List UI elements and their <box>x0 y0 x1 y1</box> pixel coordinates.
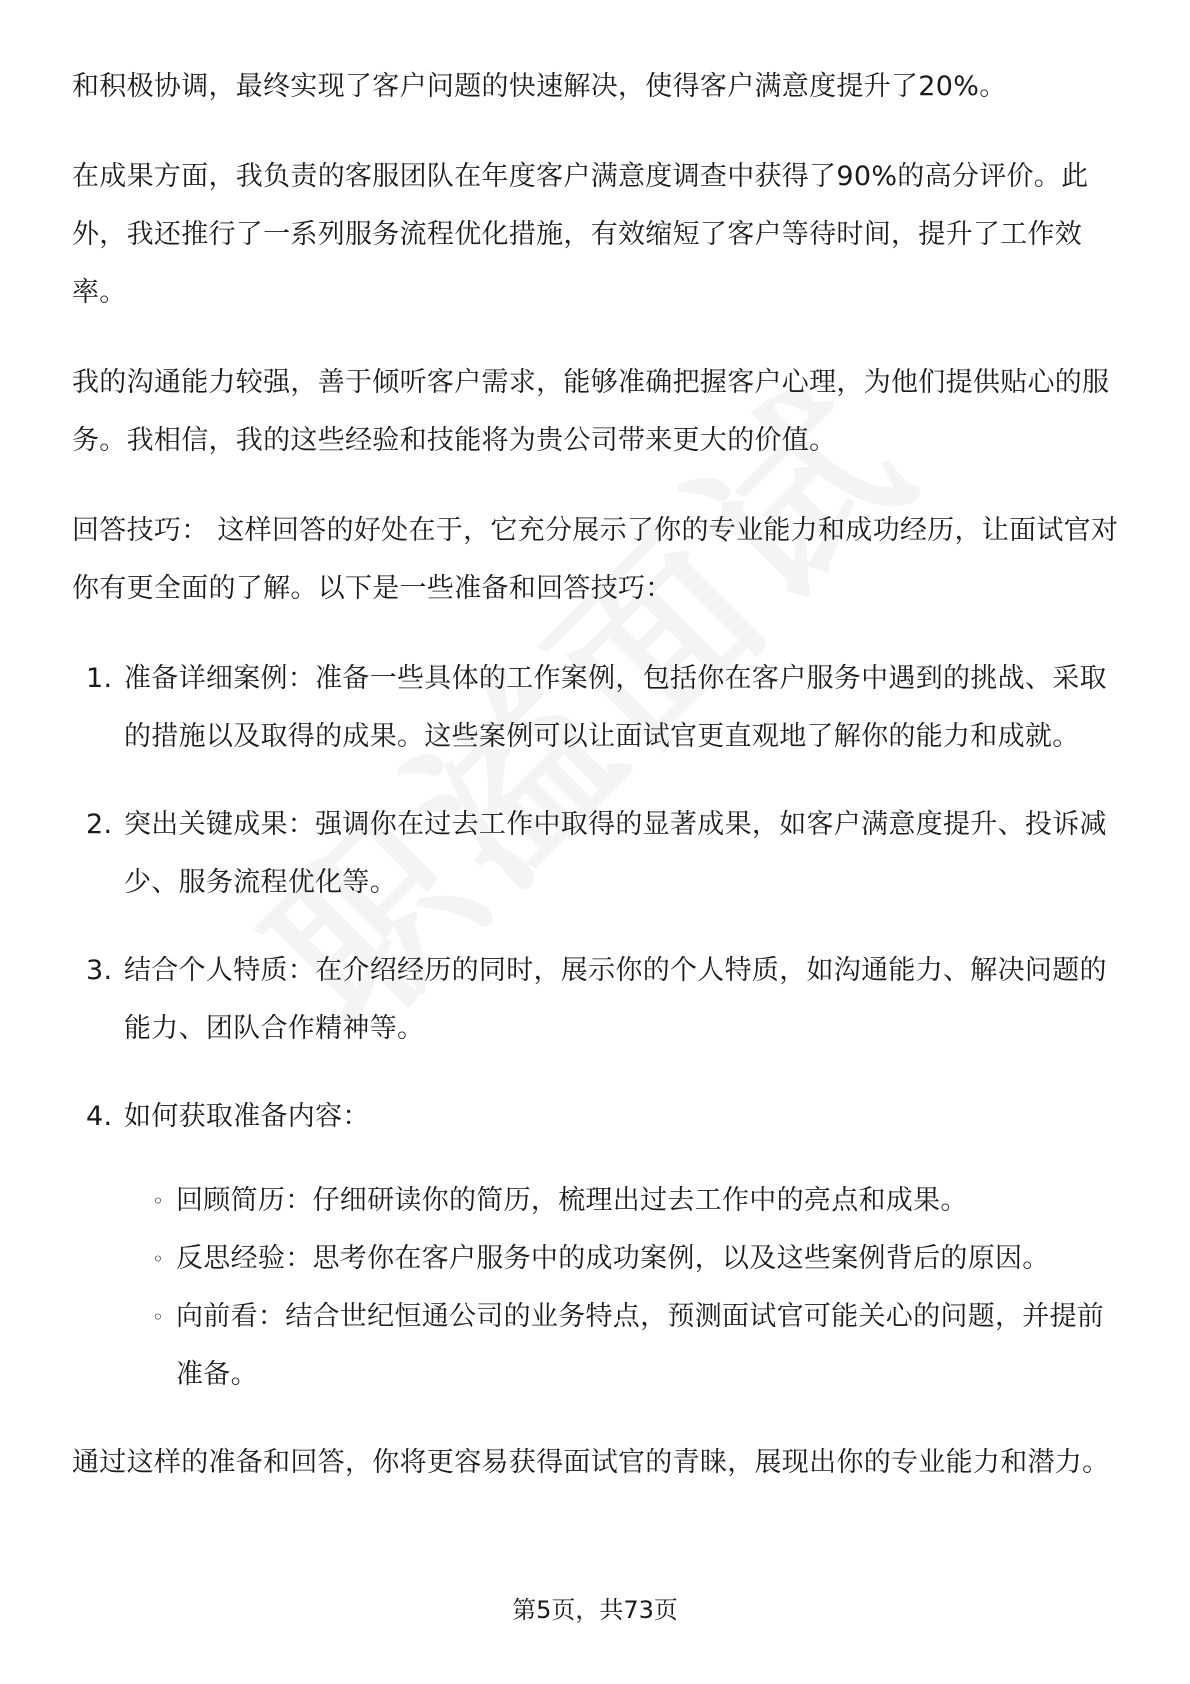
subtip-item-2 <box>124 1230 1122 1288</box>
tip-number: 4. <box>86 1101 113 1132</box>
paragraph-answer-tips: 回答技巧： 这样回答的好处在于，它充分展示了你的专业能力和成功经历，让面试官对你有更全面的了解。以下是一些准备和回答技巧： <box>72 515 1119 604</box>
tip-text: 结合个人特质：在介绍经历的同时，展示你的个人特质，如沟通能力、解决问题的能力、团队合作精神等。 <box>124 955 1107 1044</box>
tip-number: 1. <box>86 663 113 694</box>
tip-text: 如何获取准备内容： <box>124 1101 370 1132</box>
page-number: 第5页，共73页 <box>512 1596 678 1624</box>
tips-list <box>72 650 1122 1404</box>
subtip-item-3 <box>124 1288 1122 1404</box>
subtips-list <box>124 1172 1122 1404</box>
subtip-text: 向前看：结合世纪恒通公司的业务特点，预测面试官可能关心的问题，并提前准备。 <box>176 1301 1105 1390</box>
tip-item-2 <box>72 796 1122 912</box>
tip-number: 3. <box>86 955 113 986</box>
tip-text: 准备详细案例：准备一些具体的工作案例，包括你在客户服务中遇到的挑战、采取的措施以及取得的成果。这些案例可以让面试官更直观地了解你的能力和成就。 <box>124 663 1107 752</box>
paragraph-result-continuation: 和积极协调，最终实现了客户问题的快速解决，使得客户满意度提升了20%。 <box>72 71 1007 102</box>
tip-item-1 <box>72 650 1122 766</box>
subtip-text: 回顾简历：仔细研读你的简历，梳理出过去工作中的亮点和成果。 <box>176 1185 968 1216</box>
document-body <box>72 58 1122 1524</box>
tip-item-3 <box>72 942 1122 1058</box>
circle-bullet-icon: ◦ <box>152 1247 165 1271</box>
circle-bullet-icon: ◦ <box>152 1305 165 1329</box>
paragraph-closing: 通过这样的准备和回答，你将更容易获得面试官的青睐，展现出你的专业能力和潜力。 <box>72 1447 1110 1478</box>
paragraph-achievements: 在成果方面，我负责的客服团队在年度客户满意度调查中获得了90%的高分评价。此外，我还推行了一系列服务流程优化措施，有效缩短了客户等待时间，提升了工作效率。 <box>72 161 1089 308</box>
tip-text: 突出关键成果：强调你在过去工作中取得的显著成果，如客户满意度提升、投诉减少、服务流程优化等。 <box>124 809 1107 898</box>
subtip-item-1 <box>124 1172 1122 1230</box>
circle-bullet-icon: ◦ <box>152 1189 165 1213</box>
subtip-text: 反思经验：思考你在客户服务中的成功案例，以及这些案例背后的原因。 <box>176 1243 1050 1274</box>
paragraph-communication: 我的沟通能力较强，善于倾听客户需求，能够准确把握客户心理，为他们提供贴心的服务。我相信，我的这些经验和技能将为贵公司带来更大的价值。 <box>72 367 1110 456</box>
tip-item-4 <box>72 1088 1122 1404</box>
tip-number: 2. <box>86 809 113 840</box>
